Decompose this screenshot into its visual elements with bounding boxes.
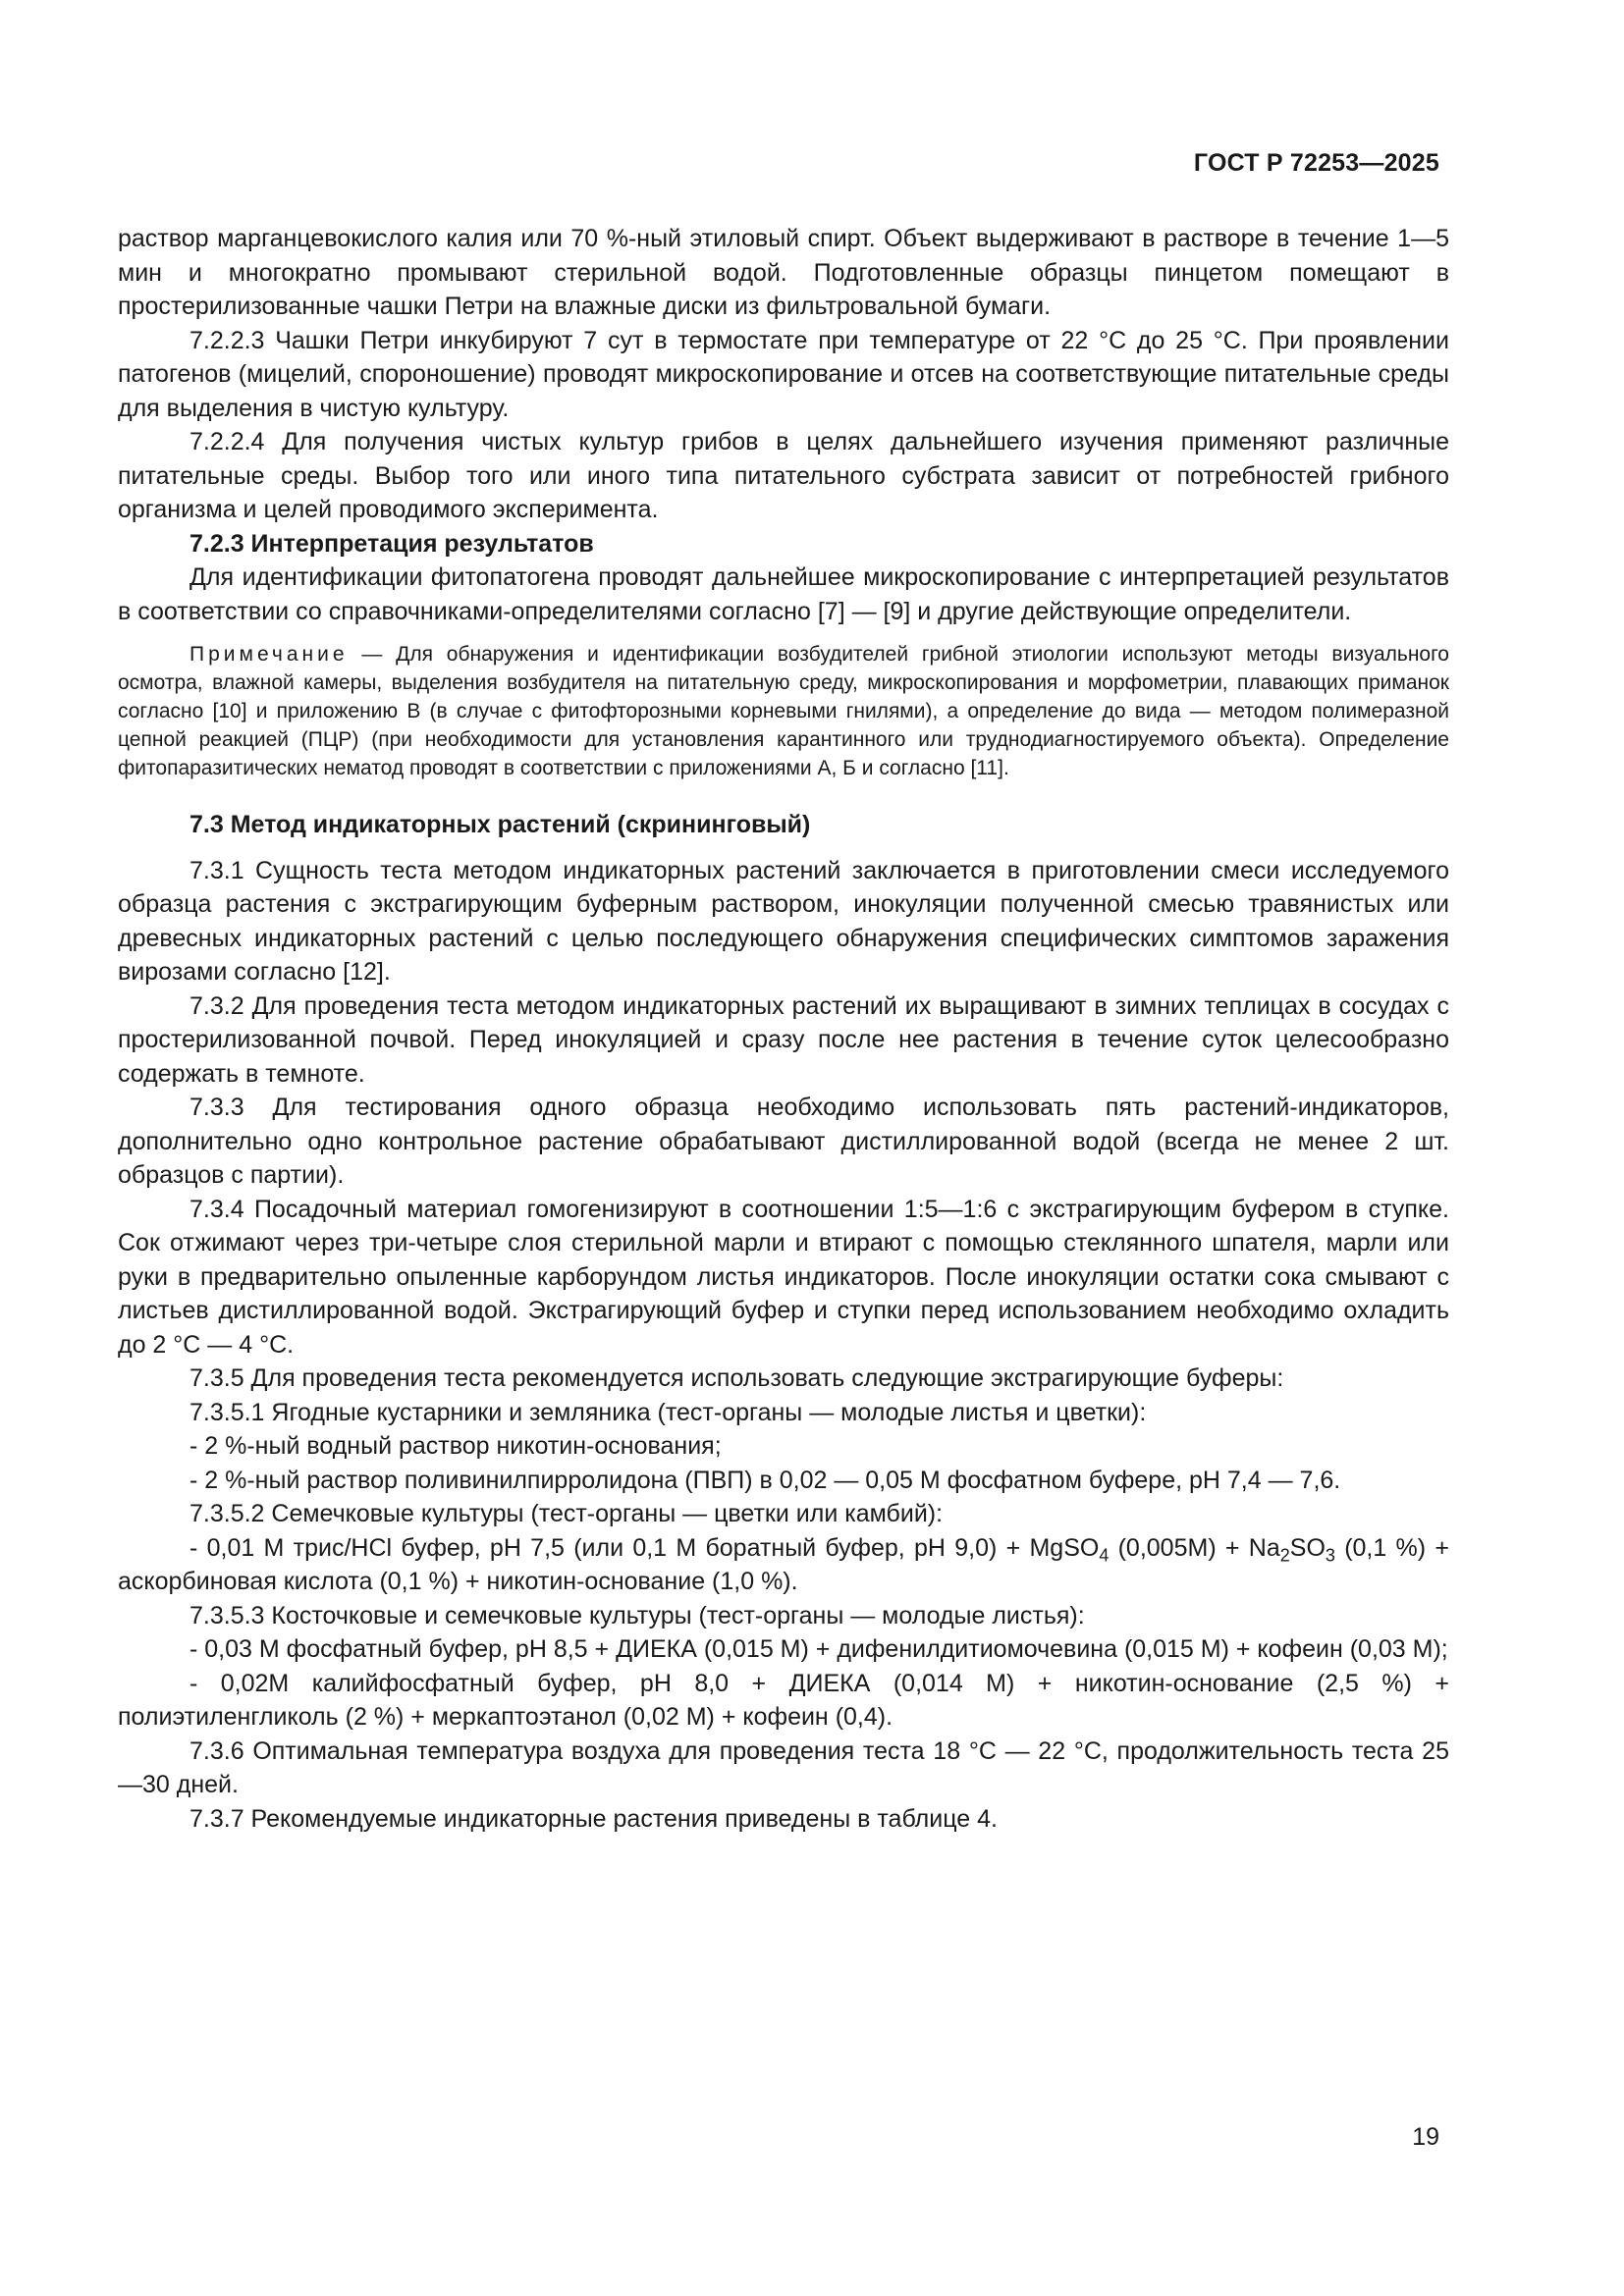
paragraph-7-3-4: 7.3.4 Посадочный материал гомогенизируют в соотношении 1:5—1:6 с экстрагирующим буфером в ступке. Сок отжимают через три-четыре слоя стерильной марли и втирают с помощью стеклянного шпателя, марли или руки в предварительно опыленные карборундом листья индикаторов. После инокуляции остатки сока смывают с листьев дистиллированной водой. Экстрагирующий буфер и ступки перед использованием необходимо охладить до 2 °С — 4 °С. (118, 1195, 1449, 1359)
paragraph-7-3-5-1: 7.3.5.1 Ягодные кустарники и земляника (тест-органы — молодые листья и цветки): (189, 1398, 1147, 1426)
paragraph-7-3-7: 7.3.7 Рекомендуемые индикаторные растения приведены в таблице 4. (189, 1804, 998, 1833)
paragraph-7-2-2-4: 7.2.2.4 Для получения чистых культур грибов в целях дальнейшего изучения применяют различные питательные среды. Выбор того или иного типа питательного субстрата зависит от потребностей грибного организма и целей проводимого эксперимента. (118, 428, 1449, 523)
formula-text: (0,1 %) + аскорбиновая кислота (0,1 %) + никотин-основание (1,0 %). (118, 1533, 1449, 1595)
paragraph-7-3-6: 7.3.6 Оптимальная температура воздуха для проведения теста 18 °С — 22 °С, продолжительность теста 25—30 дней. (118, 1736, 1449, 1798)
list-item: - 2 %-ный водный раствор никотин-основания; (189, 1432, 722, 1460)
paragraph-7-3-1: 7.3.1 Сущность теста методом индикаторных растений заключается в приготовлении смеси исследуемого образца растения с экстрагирующим буферным раствором, инокуляции полученной смесью травянистых или древесных индикаторных растений с целью последующего обнаружения специфических симптомов заражения вирозами согласно [12]. (118, 856, 1449, 986)
paragraph-7-3-5-2: 7.3.5.2 Семечковые культуры (тест-органы — цветки или камбий): (189, 1500, 944, 1527)
subscript: 3 (1325, 1544, 1335, 1565)
paragraph-7-3-3: 7.3.3 Для тестирования одного образца необходимо использовать пять растений-индикаторов, дополнительно одно контрольное растение обрабатывают дистиллированной водой (всегда не менее 2 шт. образцов с партии). (118, 1094, 1449, 1189)
page-number: 19 (1412, 2123, 1439, 2151)
note (118, 640, 1449, 782)
paragraph-7-3-5-3: 7.3.5.3 Косточковые и семечковые культуры (тест-органы — молодые листья): (189, 1601, 1085, 1629)
formula-text: - 0,01 М трис/HCl буфер, рН 7,5 (или 0,1 М боратный буфер, рН 9,0) + MgSO (189, 1533, 1100, 1562)
section-heading-7-3: 7.3 Метод индикаторных растений (скрининговый) (189, 811, 811, 838)
paragraph-7-3-5: 7.3.5 Для проведения теста рекомендуется использовать следующие экстрагирующие буферы: (189, 1364, 1284, 1392)
formula-text: (0,005М) + Na (1109, 1533, 1280, 1562)
formula-text: SO (1289, 1533, 1326, 1562)
paragraph-7-3-2: 7.3.2 Для проведения теста методом индикаторных растений их выращивают в зимних теплицах в сосудах с простерилизованной почвой. Перед инокуляцией и сразу после нее растения в течение суток целесообразно содержать в темноте. (118, 991, 1449, 1088)
section-heading-7-2-3: 7.2.3 Интерпретация результатов (189, 529, 594, 558)
subscript: 4 (1099, 1544, 1110, 1565)
list-item: - 2 %-ный раствор поливинилпирролидона (ПВП) в 0,02 — 0,05 М фосфатном буфере, рН 7,4 — 7,6. (189, 1466, 1341, 1494)
list-item-formula (118, 1531, 1449, 1599)
subscript: 2 (1279, 1544, 1290, 1565)
paragraph-7-2-2-3: 7.2.2.3 Чашки Петри инкубируют 7 сут в термостате при температуре от 22 °С до 25 °С. При проявлении патогенов (мицелий, спороношение) проводят микроскопирование и отсев на соответствующие питательные среды для выделения в чистую культуру. (118, 326, 1449, 422)
note-text: — Для обнаружения и идентификации возбудителей грибной этиологии используют методы визуального осмотра, влажной камеры, выделения возбудителя на питательную среду, микроскопирования и морфометрии, плавающих приманок согласно [10] и приложению В (в случае с фитофторозными корневыми гнилями), а определение до вида — методом полимеразной цепной реакцией (ПЦР) (при необходимости для установления карантинного или труднодиагностируемого объекта). Определение фитопаразитических нематод проводят в соответствии с приложениями А, Б и согласно [11]. (118, 643, 1449, 779)
list-item: - 0,02М калийфосфатный буфер, рН 8,0 + ДИЕКА (0,014 М) + никотин-основание (2,5 %) + полиэтиленгликоль (2 %) + меркаптоэтанол (0,02 М) + кофеин (0,4). (118, 1669, 1449, 1731)
paragraph-interpretation: Для идентификации фитопатогена проводят дальнейшее микроскопирование с интерпретацией результатов в соответствии со справочниками-определителями согласно [7] — [9] и другие действующие определители. (118, 563, 1449, 625)
list-item: - 0,03 М фосфатный буфер, рН 8,5 + ДИЕКА (0,015 М) + дифенилдитиомочевина (0,015 М) + кофеин (0,03 М); (189, 1635, 1448, 1663)
note-label: Примечание (189, 643, 349, 666)
standard-designation: ГОСТ Р 72253—2025 (1193, 149, 1439, 177)
document-body (118, 222, 1449, 1836)
paragraph: раствор марганцевокислого калия или 70 %-ный этиловый спирт. Объект выдерживают в растворе в течение 1—5 мин и многократно промывают стерильной водой. Подготовленные образцы пинцетом помещают в простерилизованные чашки Петри на влажные диски из фильтровальной бумаги. (118, 225, 1449, 320)
